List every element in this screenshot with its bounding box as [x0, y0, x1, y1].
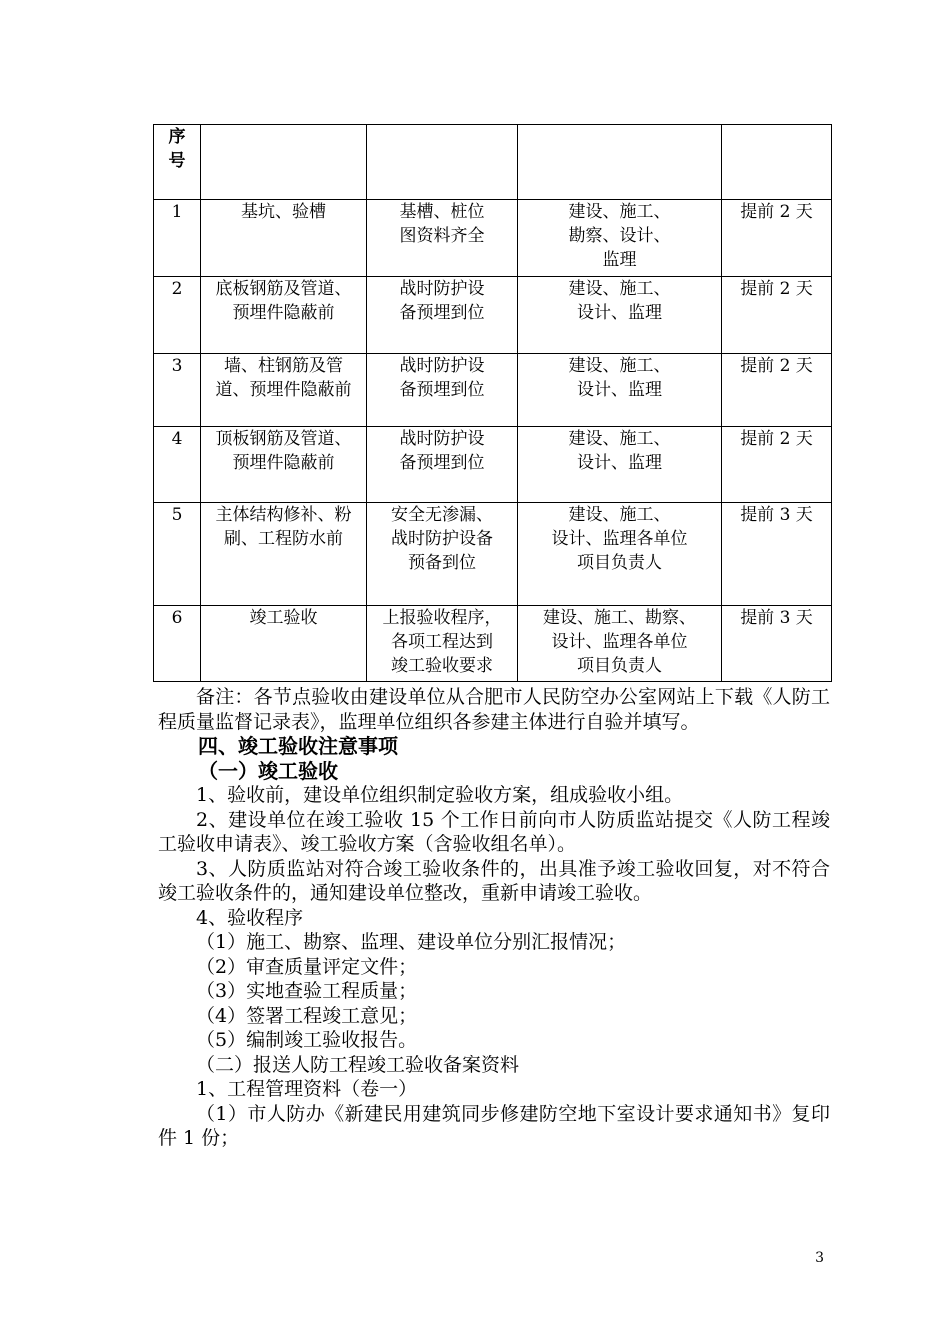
row-participants: 建设、施工、 设计、监理: [518, 277, 722, 354]
paragraph: 1、验收前，建设单位组织制定验收方案，组成验收小组。: [196, 784, 684, 806]
paragraph: 3、人防质监站对符合竣工验收条件的，出具准予竣工验收回复，对不符合竣工验收条件的，通知建设单位整改，重新申请竣工验收。: [158, 857, 830, 904]
subsection-heading: （二）报送人防工程竣工验收备案资料: [196, 1053, 520, 1076]
table-row: [154, 606, 832, 682]
row-number: 1: [154, 200, 201, 277]
page-number: 3: [815, 1250, 824, 1266]
row-notice: 提前 2 天: [722, 427, 832, 503]
row-participants: 建设、施工、 设计、监理: [518, 354, 722, 427]
row-requirement: 战时防护设 备预埋到位: [367, 354, 518, 427]
paragraph: 4、验收程序: [196, 906, 304, 929]
table-row: [154, 277, 832, 354]
row-participants: 建设、施工、 勘察、设计、 监理: [518, 200, 722, 277]
row-requirement: 基槽、桩位 图资料齐全: [367, 200, 518, 277]
list-item: （5）编制竣工验收报告。: [196, 1029, 418, 1051]
table-row: [154, 200, 832, 277]
row-participants: 建设、施工、勘察、 设计、监理各单位 项目负责人: [518, 606, 722, 682]
row-item: 墙、柱钢筋及管 道、预埋件隐蔽前: [201, 354, 367, 427]
inspection-schedule-table: [153, 124, 832, 682]
table-row: [154, 503, 832, 606]
row-number: 4: [154, 427, 201, 503]
table-row: [154, 354, 832, 427]
table-row: [154, 427, 832, 503]
header-cell-empty: [367, 125, 518, 200]
row-number: 2: [154, 277, 201, 354]
paragraph: 2、建设单位在竣工验收 15 个工作日前向市人防质监站提交《人防工程竣工验收申请表》、竣工验收方案（含验收组名单）。: [158, 808, 830, 855]
row-item: 底板钢筋及管道、 预埋件隐蔽前: [201, 277, 367, 354]
row-item: 顶板钢筋及管道、 预埋件隐蔽前: [201, 427, 367, 503]
row-requirement: 安全无渗漏、 战时防护设备 预备到位: [367, 503, 518, 606]
list-item: （2）审查质量评定文件；: [196, 955, 418, 978]
row-item: 竣工验收: [201, 606, 367, 682]
subsection-heading: （一）竣工验收: [198, 758, 338, 783]
row-item: 主体结构修补、粉 刷、工程防水前: [201, 503, 367, 606]
row-notice: 提前 2 天: [722, 354, 832, 427]
row-participants: 建设、施工、 设计、监理各单位 项目负责人: [518, 503, 722, 606]
header-cell-empty: [201, 125, 367, 200]
header-serial-number: 序 号: [154, 125, 201, 200]
list-item: （4）签署工程竣工意见；: [196, 1004, 418, 1027]
remark-paragraph: 备注：各节点验收由建设单位从合肥市人民防空办公室网站上下载《人防工程质量监督记录表》，监理单位组织各参建主体进行自验并填写。: [158, 686, 830, 733]
paragraph: 1、工程管理资料（卷一）: [196, 1078, 418, 1100]
row-participants: 建设、施工、 设计、监理: [518, 427, 722, 503]
row-number: 3: [154, 354, 201, 427]
row-number: 6: [154, 606, 201, 682]
row-requirement: 上报验收程序， 各项工程达到 竣工验收要求: [367, 606, 518, 682]
list-item: （1）施工、勘察、监理、建设单位分别汇报情况；: [196, 931, 627, 953]
row-requirement: 战时防护设 备预埋到位: [367, 427, 518, 503]
section-heading: 四、竣工验收注意事项: [198, 734, 398, 758]
row-notice: 提前 3 天: [722, 503, 832, 606]
header-cell-empty: [518, 125, 722, 200]
row-notice: 提前 2 天: [722, 277, 832, 354]
row-number: 5: [154, 503, 201, 606]
table-header-row: [154, 125, 832, 200]
row-requirement: 战时防护设 备预埋到位: [367, 277, 518, 354]
row-notice: 提前 2 天: [722, 200, 832, 277]
paragraph: （1）市人防办《新建民用建筑同步修建防空地下室设计要求通知书》复印件 1 份；: [158, 1102, 830, 1149]
body-text: [158, 685, 830, 1151]
header-cell-empty: [722, 125, 832, 200]
list-item: （3）实地查验工程质量；: [196, 980, 418, 1002]
row-notice: 提前 3 天: [722, 606, 832, 682]
row-item: 基坑、验槽: [201, 200, 367, 277]
